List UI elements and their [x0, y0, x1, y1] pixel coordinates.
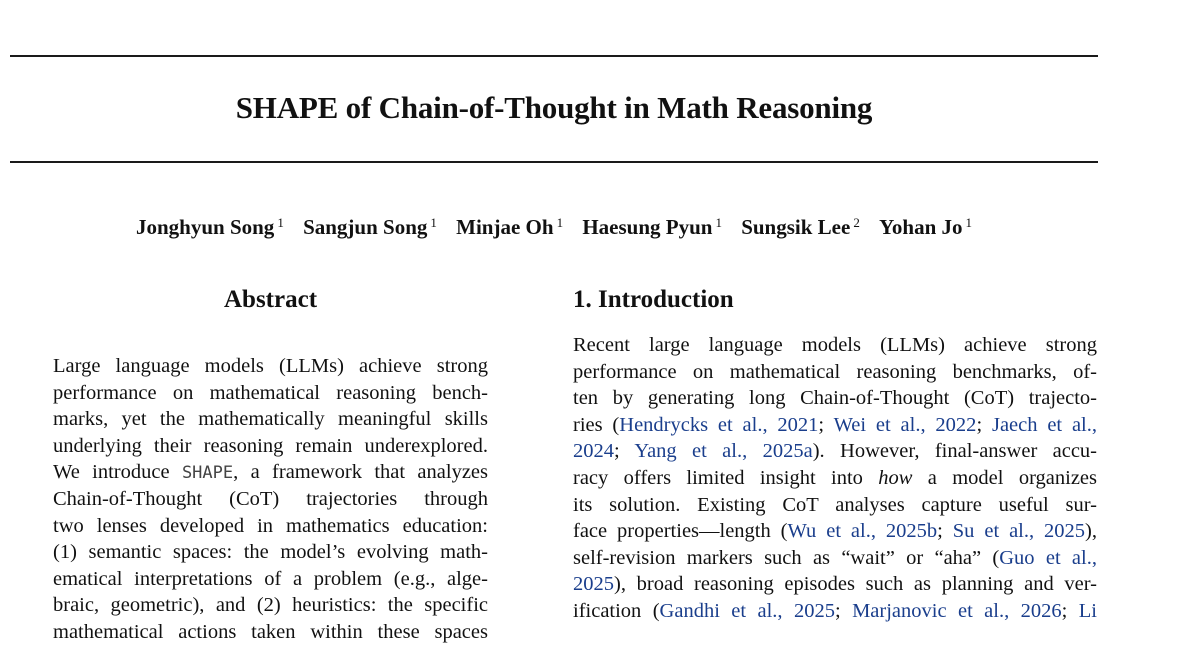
intro-line	[573, 598, 1097, 625]
citation-link[interactable]: Guo et al.,	[999, 546, 1097, 569]
intro-text: ), broad reasoning episodes such as planning and ver-	[614, 573, 1097, 596]
abstract-line: two lenses developed in mathematics education:	[53, 514, 488, 537]
abstract-line: Large language models (LLMs) achieve strong	[53, 355, 488, 377]
intro-text: self-revision markers such as “wait” or “aha” (	[573, 546, 1000, 569]
abstract-text: We introduce	[53, 461, 182, 484]
author	[741, 215, 860, 239]
abstract-line: mathematical actions taken within these spaces	[53, 620, 488, 643]
intro-text: ),	[1085, 520, 1097, 543]
citation-link[interactable]: Wu et al., 2025b	[787, 520, 938, 543]
author-affiliation: 1	[430, 215, 437, 230]
citation-link[interactable]: 2025	[573, 573, 614, 596]
intro-text: ;	[614, 440, 635, 463]
citation-link[interactable]: Su et al., 2025	[952, 520, 1086, 543]
author-name: Sungsik Lee	[741, 215, 851, 239]
author-name: Minjae Oh	[456, 215, 554, 239]
intro-line	[573, 571, 1097, 598]
abstract-heading: Abstract	[223, 286, 318, 313]
title-bottom-rule	[10, 161, 1098, 163]
introduction-heading: 1. Introduction	[573, 286, 734, 313]
author-name: Haesung Pyun	[582, 215, 713, 239]
intro-text: face properties—length (	[573, 520, 788, 543]
intro-text: ;	[937, 520, 953, 543]
intro-line	[573, 412, 1097, 439]
citation-link[interactable]: Yang et al., 2025a	[634, 440, 813, 463]
abstract-line: marks, yet the mathematically meaningful skills	[53, 408, 488, 431]
intro-text: ;	[834, 599, 853, 622]
intro-line: its solution. Existing CoT analyses capture useful sur-	[573, 493, 1097, 516]
framework-name: SHAPE	[181, 463, 234, 484]
author-affiliation: 1	[277, 215, 284, 230]
introduction-body	[573, 332, 1097, 625]
intro-text: ;	[976, 413, 992, 436]
abstract-text: , a framework that analyzes	[233, 461, 488, 484]
citation-link[interactable]: 2024	[573, 440, 614, 463]
author-name: Sangjun Song	[303, 215, 428, 239]
abstract-line	[53, 459, 488, 486]
citation-link[interactable]: Hendrycks et al., 2021	[619, 413, 819, 436]
citation-link[interactable]: Li	[1078, 599, 1097, 622]
abstract-line: braic, geometric), and (2) heuristics: the specific	[53, 594, 488, 617]
author-affiliation: 2	[853, 215, 860, 230]
intro-line: Recent large language models (LLMs) achieve strong	[573, 334, 1097, 356]
title-top-rule	[10, 55, 1098, 57]
intro-text: a model organizes	[912, 466, 1098, 489]
author	[456, 215, 563, 239]
author-affiliation: 1	[715, 215, 722, 230]
intro-line	[573, 518, 1097, 545]
abstract-line: ematical interpretations of a problem (e.g., alge-	[53, 567, 488, 590]
author-affiliation: 1	[556, 215, 564, 230]
author	[303, 215, 437, 239]
intro-text: ). However, final-answer accu-	[812, 440, 1098, 463]
intro-text: ;	[818, 413, 834, 436]
citation-link[interactable]: Wei et al., 2022	[833, 413, 977, 436]
author-name: Jonghyun Song	[135, 215, 275, 239]
author	[879, 215, 972, 239]
intro-text: ification (	[573, 599, 660, 622]
paper-title: SHAPE of Chain-of-Thought in Math Reasoning	[235, 90, 873, 125]
intro-text: ries (	[573, 413, 620, 436]
intro-line: performance on mathematical reasoning benchmarks, of-	[573, 360, 1097, 383]
citation-link[interactable]: Jaech et al.,	[991, 413, 1097, 436]
intro-text: ;	[1061, 599, 1079, 622]
author-list	[10, 208, 1098, 242]
author-name: Yohan Jo	[879, 215, 963, 239]
author-affiliation: 1	[965, 215, 973, 230]
abstract-line: Chain-of-Thought (CoT) trajectories through	[53, 487, 488, 510]
author	[582, 215, 722, 239]
abstract-line: performance on mathematical reasoning bench-	[53, 381, 488, 404]
citation-link[interactable]: Gandhi et al., 2025	[659, 599, 835, 622]
intro-line	[573, 438, 1097, 465]
citation-link[interactable]: Marjanovic et al., 2026	[852, 599, 1062, 622]
intro-line: ten by generating long Chain-of-Thought (CoT) trajecto-	[573, 387, 1097, 410]
abstract-line: (1) semantic spaces: the model’s evolving math-	[53, 541, 488, 564]
emphasis-text: how	[878, 466, 913, 489]
intro-line	[573, 465, 1097, 492]
intro-line	[573, 545, 1097, 572]
intro-text: racy offers limited insight into	[573, 466, 879, 489]
abstract-line: underlying their reasoning remain underexplored.	[53, 434, 488, 457]
author	[136, 215, 284, 239]
abstract-body	[53, 353, 488, 646]
